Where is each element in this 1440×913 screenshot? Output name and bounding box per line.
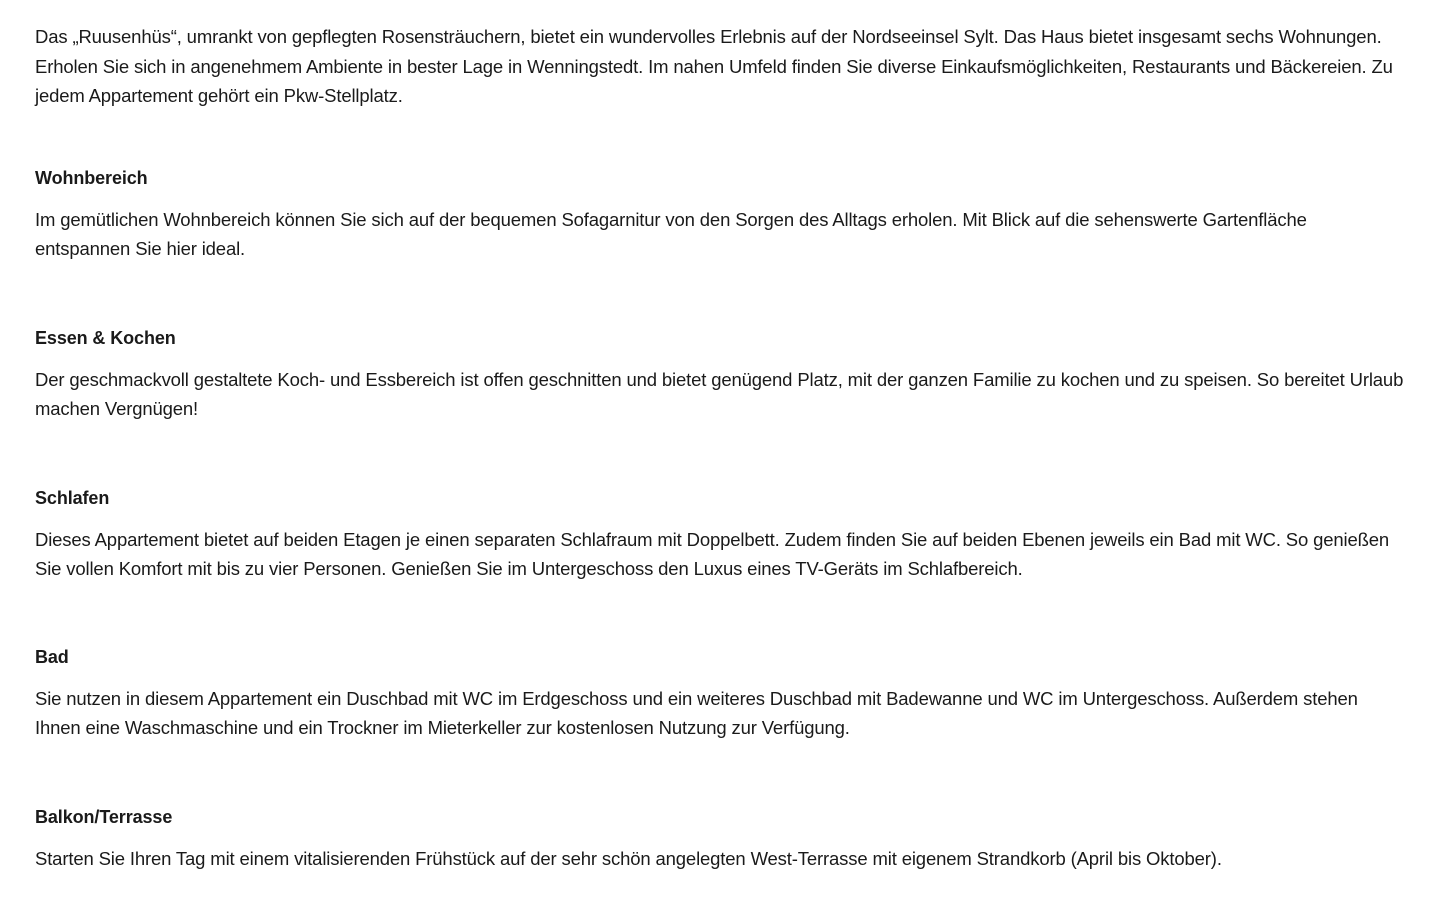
section-paragraph: Der geschmackvoll gestaltete Koch- und Essbereich ist offen geschnitten und bietet genügend Platz, mit der ganzen Familie zu kochen und zu speisen. So bereitet Urlaub machen Vergnügen! <box>35 368 1404 419</box>
section-schlafen <box>35 486 1406 584</box>
section-balkon-terrasse <box>35 805 1406 874</box>
section-heading: Essen & Kochen <box>35 327 176 348</box>
section-essen-kochen <box>35 326 1406 424</box>
section-paragraph: Dieses Appartement bietet auf beiden Etagen je einen separaten Schlafraum mit Doppelbett. Zudem finden Sie auf beiden Ebenen jeweils ein Bad mit WC. So genießen Sie vollen Komfort mit bis zu vier Personen. Genießen Sie im Untergeschoss den Luxus eines TV-Geräts im Schlafbereich. <box>35 528 1390 579</box>
section-heading: Schlafen <box>35 487 110 508</box>
intro-paragraph: Das „Ruusenhüs“, umrankt von gepflegten Rosensträuchern, bietet ein wundervolles Erlebnis auf der Nordseeinsel Sylt. Das Haus bietet insgesamt sechs Wohnungen. Erholen Sie sich in angenehmem Ambiente in bester Lage in Wenningstedt. Im nahen Umfeld finden Sie diverse Einkaufsmöglichkeiten, Restaurants und Bäckereien. Zu jedem Appartement gehört ein Pkw-Stellplatz. <box>35 26 1393 106</box>
section-wohnbereich <box>35 166 1406 264</box>
section-bad <box>35 645 1406 743</box>
section-paragraph: Im gemütlichen Wohnbereich können Sie sich auf der bequemen Sofagarnitur von den Sorgen des Alltags erholen. Mit Blick auf die sehenswerte Gartenfläche entspannen Sie hier ideal. <box>35 208 1307 259</box>
section-heading: Bad <box>35 646 69 667</box>
section-paragraph: Starten Sie Ihren Tag mit einem vitalisierenden Frühstück auf der sehr schön angelegten West-Terrasse mit eigenem Strandkorb (April bis Oktober). <box>35 847 1222 869</box>
section-heading: Balkon/Terrasse <box>35 806 173 827</box>
section-paragraph: Sie nutzen in diesem Appartement ein Duschbad mit WC im Erdgeschoss und ein weiteres Duschbad mit Badewanne und WC im Untergeschoss. Außerdem stehen Ihnen eine Waschmaschine und ein Trockner im Mieterkeller zur kostenlosen Nutzung zur Verfügung. <box>35 687 1358 738</box>
section-heading: Wohnbereich <box>35 167 148 188</box>
